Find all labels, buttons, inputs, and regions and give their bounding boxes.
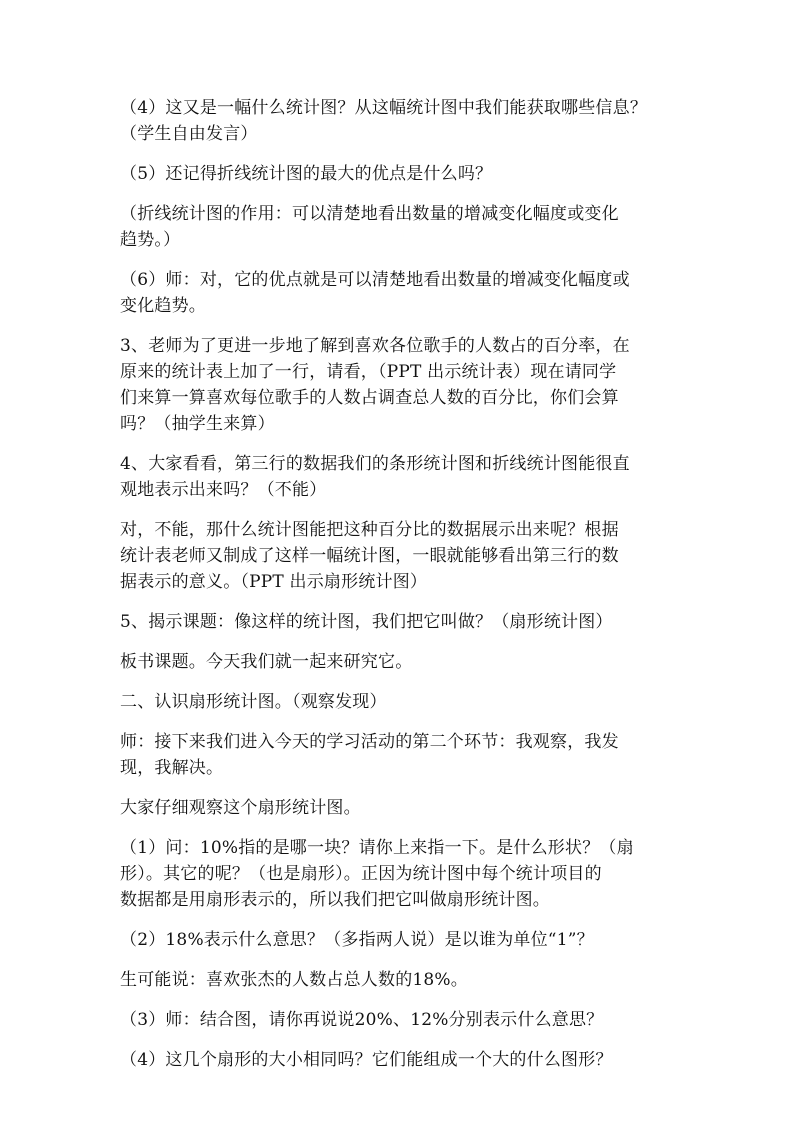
paragraph-17 (120, 1047, 694, 1073)
text-line: （学生自由发言） (120, 124, 258, 144)
text-line: （3）师：结合图，请你再说说20%、12%分别表示什么意思？ (120, 1010, 604, 1030)
text-line: 原来的统计表上加了一行，请看，（PPT 出示统计表）现在请同学 (120, 362, 617, 382)
text-line: （5）还记得折线统计图的最大的优点是什么吗？ (120, 164, 493, 184)
paragraph-3 (120, 201, 694, 253)
text-line: 吗？（抽学生来算） (120, 414, 275, 434)
text-line: （折线统计图的作用：可以清楚地看出数量的增减变化幅度或变化 (120, 204, 619, 224)
paragraph-16 (120, 1007, 694, 1033)
paragraph-5 (120, 333, 694, 437)
paragraph-6 (120, 451, 694, 503)
text-line: （2）18%表示什么意思？（多指两人说）是以谁为单位“1”？ (120, 930, 594, 950)
text-line: （1）问：10%指的是哪一块？请你上来指一下。是什么形状？（扇 (120, 838, 634, 858)
paragraph-13 (120, 835, 694, 913)
paragraph-14 (120, 927, 694, 953)
text-line: 统计表老师又制成了这样一幅统计图，一眼就能够看出第三行的数 (120, 546, 619, 566)
text-line: 数据都是用扇形表示的，所以我们把它叫做扇形统计图。 (120, 890, 550, 910)
paragraph-12 (120, 795, 694, 821)
text-line: （6）师：对，它的优点就是可以清楚地看出数量的增减变化幅度或 (120, 270, 630, 290)
text-line: 观地表示出来吗？（不能） (120, 480, 327, 500)
paragraph-2 (120, 161, 694, 187)
text-line: 师：接下来我们进入今天的学习活动的第二个环节：我观察，我发 (120, 732, 619, 752)
paragraph-7 (120, 517, 694, 595)
text-line: 据表示的意义。（PPT 出示扇形统计图） (120, 572, 428, 592)
text-line: 4、大家看看，第三行的数据我们的条形统计图和折线统计图能很直 (120, 454, 630, 474)
paragraph-11 (120, 729, 694, 781)
text-line: 们来算一算喜欢每位歌手的人数占调查总人数的百分比，你们会算 (120, 388, 619, 408)
text-line: 生可能说：喜欢张杰的人数占总人数的18%。 (120, 970, 468, 990)
paragraph-9 (120, 649, 694, 675)
text-line: 现，我解决。 (120, 758, 224, 778)
paragraph-1 (120, 95, 694, 147)
text-line: 形）。其它的呢？（也是扇形）。正因为统计图中每个统计项目的 (120, 864, 602, 884)
text-line: 二、认识扇形统计图。（观察发现） (120, 692, 387, 712)
text-line: （4）这几个扇形的大小相同吗？它们能组成一个大的什么图形？ (120, 1050, 613, 1070)
text-line: 5、揭示课题：像这样的统计图，我们把它叫做？（扇形统计图） (120, 612, 613, 632)
paragraph-8 (120, 609, 694, 635)
paragraph-4 (120, 267, 694, 319)
text-line: （4）这又是一幅什么统计图？从这幅统计图中我们能获取哪些信息？ (120, 98, 648, 118)
text-line: 大家仔细观察这个扇形统计图。 (120, 798, 361, 818)
text-line: 对，不能，那什么统计图能把这种百分比的数据展示出来呢？根据 (120, 520, 619, 540)
text-line: 3、老师为了更进一步地了解到喜欢各位歌手的人数占的百分率，在 (120, 336, 630, 356)
text-line: 板书课题。今天我们就一起来研究它。 (120, 652, 413, 672)
text-line: 变化趋势。 (120, 296, 206, 316)
text-line: 趋势。） (120, 230, 181, 250)
section-heading (120, 689, 694, 715)
paragraph-15 (120, 967, 694, 993)
